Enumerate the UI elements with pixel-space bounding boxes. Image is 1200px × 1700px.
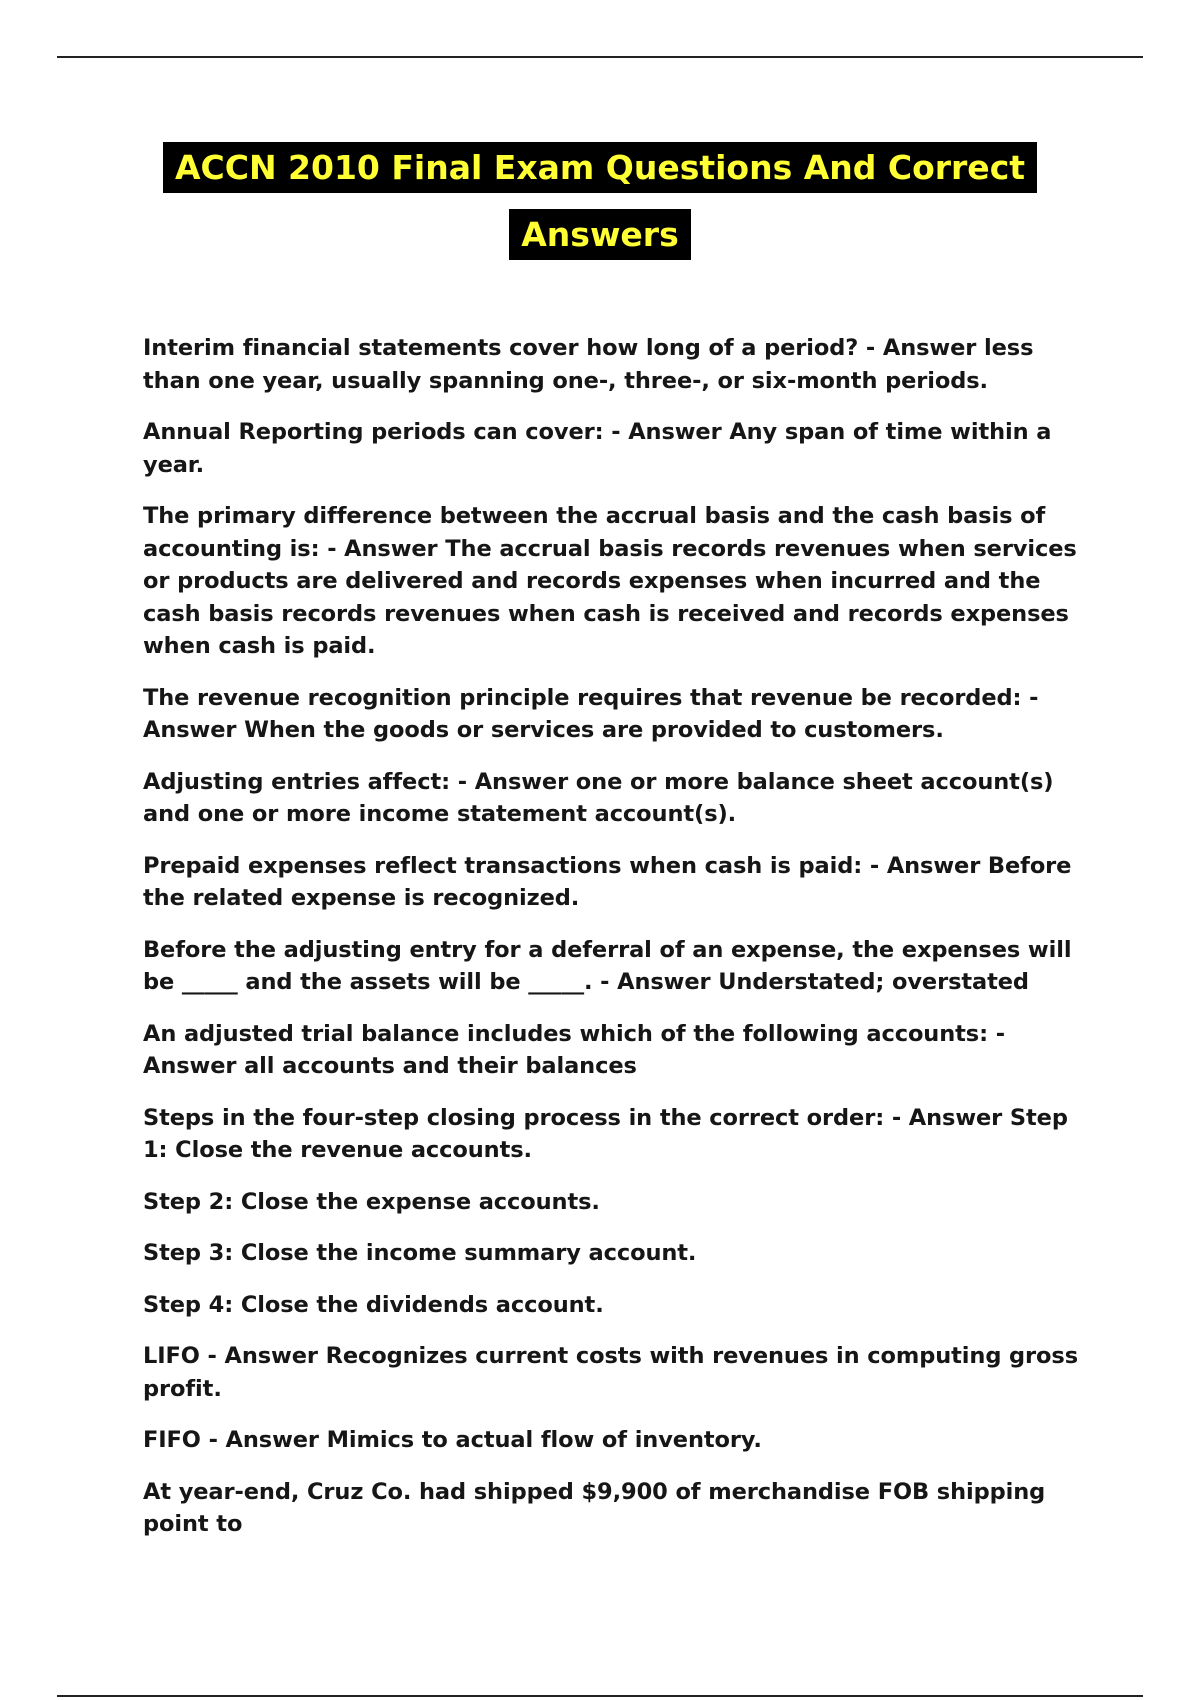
qa-item: Step 4: Close the dividends account. [143,1291,604,1318]
qa-item: Interim financial statements cover how long of a period? - Answer less than one year, usually spanning one-, three-, or six-month periods. [143,335,1034,394]
qa-item: Prepaid expenses reflect transactions when cash is paid: - Answer Before the related expense is recognized. [143,852,1072,911]
qa-item: The primary difference between the accrual basis and the cash basis of accounting is: - Answer The accrual basis records revenues when services or products are delivered and records expenses when incurred and the cash basis records revenues when cash is received and records expenses when cash is paid. [143,503,1077,659]
qa-list [143,332,1093,1560]
qa-item: Steps in the four-step closing process in the correct order: - Answer Step 1: Close the revenue accounts. [143,1104,1068,1163]
qa-item: FIFO - Answer Mimics to actual flow of inventory. [143,1427,762,1453]
top-rule [57,56,1143,58]
qa-item: Step 3: Close the income summary account. [143,1240,697,1266]
document-title [0,142,1200,260]
qa-item: LIFO - Answer Recognizes current costs with revenues in computing gross profit. [143,1343,1079,1402]
title-line-2: Answers [509,209,690,260]
bottom-rule [57,1695,1143,1697]
qa-item: Adjusting entries affect: - Answer one or more balance sheet account(s) and one or more income statement account(s). [143,768,1054,827]
qa-item: The revenue recognition principle requires that revenue be recorded: - Answer When the goods or services are provided to customers. [143,684,1039,743]
qa-item: An adjusted trial balance includes which of the following accounts: - Answer all accounts and their balances [143,1020,1005,1079]
qa-item: Annual Reporting periods can cover: - Answer Any span of time within a year. [143,419,1052,478]
qa-item: At year-end, Cruz Co. had shipped $9,900 of merchandise FOB shipping point to [143,1478,1046,1537]
qa-item: Step 2: Close the expense accounts. [143,1188,600,1215]
title-line-1: ACCN 2010 Final Exam Questions And Correct [163,142,1037,193]
qa-item: Before the adjusting entry for a deferral of an expense, the expenses will be _____ and the assets will be _____. - Answer Understated; overstated [143,936,1072,995]
